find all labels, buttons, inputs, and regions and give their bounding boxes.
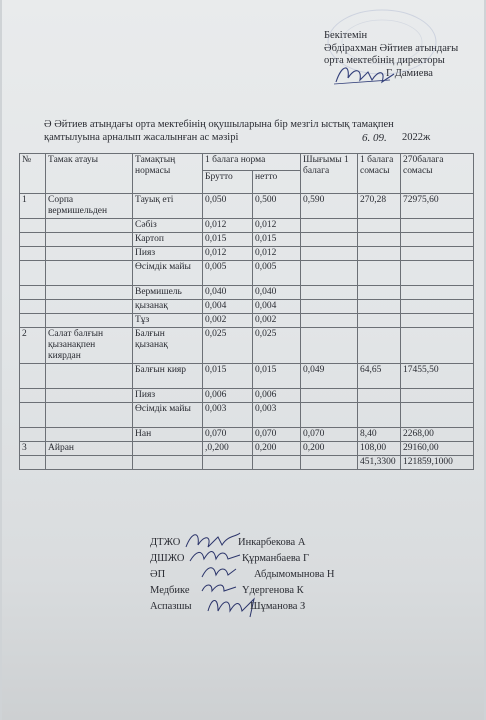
cell-netto: 0,070 <box>253 428 301 442</box>
cell-cost-270 <box>401 389 474 403</box>
cell-brutto: 0,040 <box>203 286 253 300</box>
signature-name: Инкарбекова А <box>238 537 306 548</box>
signature-row <box>150 599 410 615</box>
cell-num <box>20 389 46 403</box>
signature-row <box>150 567 410 583</box>
signature-role: ДТЖО <box>150 537 181 548</box>
cell-brutto: ,0,200 <box>203 442 253 456</box>
cell-num <box>20 247 46 261</box>
cell-cost-270: 17455,50 <box>401 364 474 389</box>
signature-name: Шұманова З <box>250 601 306 612</box>
signature-row <box>150 583 410 599</box>
table-row <box>20 194 474 219</box>
cell-brutto: 0,070 <box>203 428 253 442</box>
table-row <box>20 233 474 247</box>
table-row <box>20 219 474 233</box>
cell-dish <box>46 300 133 314</box>
header-cost-one: 1 балага сомасы <box>358 154 401 194</box>
table-row <box>20 442 474 456</box>
cell-yield <box>301 247 358 261</box>
cell-yield <box>301 403 358 428</box>
cell-yield <box>301 456 358 470</box>
cell-brutto: 0,006 <box>203 389 253 403</box>
director-name: Г Дамиева <box>386 67 433 79</box>
cell-netto: 0,002 <box>253 314 301 328</box>
table-row <box>20 364 474 389</box>
header-num: № <box>20 154 46 194</box>
cell-yield <box>301 233 358 247</box>
cell-cost-one <box>358 261 401 286</box>
cell-netto: 0,004 <box>253 300 301 314</box>
cell-brutto <box>203 456 253 470</box>
cell-cost-one: 108,00 <box>358 442 401 456</box>
cell-num: 1 <box>20 194 46 219</box>
cell-product: Нан <box>133 428 203 442</box>
title-line-2-row <box>44 131 464 145</box>
cell-brutto: 0,005 <box>203 261 253 286</box>
cell-product: Картоп <box>133 233 203 247</box>
cell-cost-one <box>358 219 401 233</box>
title-line-2: қамтылуына арналып жасалынған ас мәзірі <box>44 132 239 143</box>
cell-brutto: 0,002 <box>203 314 253 328</box>
cell-cost-one <box>358 314 401 328</box>
cell-cost-270 <box>401 314 474 328</box>
signature-role: ДШЖО <box>150 553 185 564</box>
cell-dish <box>46 389 133 403</box>
cell-dish <box>46 219 133 233</box>
cell-cost-270: 121859,1000 <box>401 456 474 470</box>
director-signature <box>332 60 402 90</box>
cell-cost-270 <box>401 403 474 428</box>
cell-cost-one <box>358 233 401 247</box>
cell-cost-one <box>358 328 401 364</box>
cell-dish: Айран <box>46 442 133 456</box>
cell-num: 2 <box>20 328 46 364</box>
cell-cost-270 <box>401 233 474 247</box>
cell-product <box>133 456 203 470</box>
cell-product: Балғын кияр <box>133 364 203 389</box>
cell-netto: 0,015 <box>253 233 301 247</box>
cell-product: Өсімдік майы <box>133 261 203 286</box>
cell-cost-270 <box>401 300 474 314</box>
cell-brutto: 0,012 <box>203 219 253 233</box>
cell-cost-one: 270,28 <box>358 194 401 219</box>
cell-num: 3 <box>20 442 46 456</box>
cell-product: Вермишель <box>133 286 203 300</box>
table-row <box>20 247 474 261</box>
cell-num <box>20 233 46 247</box>
header-norm: 1 балага норма <box>203 154 301 171</box>
cell-cost-270: 72975,60 <box>401 194 474 219</box>
cell-netto: 0,003 <box>253 403 301 428</box>
table-row <box>20 286 474 300</box>
cell-dish <box>46 247 133 261</box>
cell-product: Өсімдік майы <box>133 403 203 428</box>
cell-netto: 0,200 <box>253 442 301 456</box>
cell-netto: 0,025 <box>253 328 301 364</box>
cell-netto: 0,006 <box>253 389 301 403</box>
table-row <box>20 328 474 364</box>
cell-product: Тауық еті <box>133 194 203 219</box>
cell-product <box>133 442 203 456</box>
cell-cost-one <box>358 300 401 314</box>
cell-product: Тұз <box>133 314 203 328</box>
cell-num <box>20 219 46 233</box>
cell-netto: 0,012 <box>253 219 301 233</box>
cell-num <box>20 300 46 314</box>
cell-dish <box>46 261 133 286</box>
cell-num <box>20 314 46 328</box>
cell-brutto: 0,003 <box>203 403 253 428</box>
cell-yield: 0,070 <box>301 428 358 442</box>
cell-yield <box>301 328 358 364</box>
cell-dish <box>46 314 133 328</box>
cell-yield <box>301 314 358 328</box>
header-cost-270: 270балага сомасы <box>401 154 474 194</box>
cell-yield <box>301 286 358 300</box>
cell-num <box>20 286 46 300</box>
signature-role: Аспазшы <box>150 601 192 612</box>
menu-title <box>44 118 464 145</box>
header-yield: Шығымы 1 балага <box>301 154 358 194</box>
title-line-1: Ә Әйтиев атындағы орта мектебінің оқушыларына бір мезгіл ыстық тамақпен <box>44 119 394 130</box>
table-row <box>20 403 474 428</box>
cell-dish <box>46 286 133 300</box>
cell-brutto: 0,025 <box>203 328 253 364</box>
cell-brutto: 0,012 <box>203 247 253 261</box>
cell-product: Пияз <box>133 389 203 403</box>
table-row <box>20 300 474 314</box>
cell-num <box>20 456 46 470</box>
table-row <box>20 428 474 442</box>
cell-cost-one <box>358 389 401 403</box>
cell-cost-270 <box>401 219 474 233</box>
cell-product: қызанақ <box>133 300 203 314</box>
signature-role: ӘП <box>150 569 166 580</box>
cell-netto: 0,040 <box>253 286 301 300</box>
cell-num <box>20 403 46 428</box>
cell-brutto: 0,015 <box>203 364 253 389</box>
cell-num <box>20 364 46 389</box>
table-row <box>20 389 474 403</box>
cell-cost-270 <box>401 328 474 364</box>
cell-brutto: 0,050 <box>203 194 253 219</box>
menu-table <box>19 153 474 470</box>
cell-dish <box>46 364 133 389</box>
approval-line-1: Бекітемін <box>324 30 368 41</box>
cell-dish: Салат балғын қызанақпен киярдан <box>46 328 133 364</box>
header-netto: нетто <box>253 171 301 194</box>
signature-row <box>150 551 410 567</box>
cell-netto: 0,012 <box>253 247 301 261</box>
cell-dish <box>46 456 133 470</box>
cell-num <box>20 428 46 442</box>
cell-cost-one: 64,65 <box>358 364 401 389</box>
cell-netto: 0,015 <box>253 364 301 389</box>
header-brutto: Брутто <box>203 171 253 194</box>
cell-cost-one <box>358 403 401 428</box>
cell-yield: 0,200 <box>301 442 358 456</box>
header-product: Тамақтың нормасы <box>133 154 203 194</box>
cell-product: Балғын қызанақ <box>133 328 203 364</box>
cell-product: Пияз <box>133 247 203 261</box>
document-page <box>2 0 484 720</box>
cell-brutto: 0,015 <box>203 233 253 247</box>
cell-cost-270 <box>401 286 474 300</box>
signature-role: Медбике <box>150 585 190 596</box>
cell-dish <box>46 403 133 428</box>
cell-netto: 0,005 <box>253 261 301 286</box>
cell-yield: 0,590 <box>301 194 358 219</box>
signature-name: Үдергенова К <box>242 585 304 596</box>
cell-cost-one <box>358 247 401 261</box>
signature-name: Құрманбаева Г <box>242 553 310 564</box>
table-row <box>20 456 474 470</box>
handwritten-date: 6. 09. <box>362 132 387 144</box>
cell-cost-one: 451,3300 <box>358 456 401 470</box>
cell-cost-270: 29160,00 <box>401 442 474 456</box>
header-dish: Тамак атауы <box>46 154 133 194</box>
cell-dish <box>46 233 133 247</box>
cell-yield <box>301 389 358 403</box>
signature-name: Абдымомынова Н <box>254 569 335 580</box>
cell-yield <box>301 261 358 286</box>
cell-brutto: 0,004 <box>203 300 253 314</box>
table-row <box>20 261 474 286</box>
cell-yield: 0,049 <box>301 364 358 389</box>
cell-netto <box>253 456 301 470</box>
approval-line-3: орта мектебінің директоры <box>324 55 445 66</box>
cell-cost-one <box>358 286 401 300</box>
cell-cost-270 <box>401 261 474 286</box>
cell-yield <box>301 219 358 233</box>
cell-cost-one: 8,40 <box>358 428 401 442</box>
cell-product: Сәбіз <box>133 219 203 233</box>
cell-cost-270: 2268,00 <box>401 428 474 442</box>
cell-dish <box>46 428 133 442</box>
approval-line-2: Әбдірахман Әйтиев атындағы <box>324 42 459 54</box>
cell-num <box>20 261 46 286</box>
cell-netto: 0,500 <box>253 194 301 219</box>
cell-yield <box>301 300 358 314</box>
cell-dish: Сорпа вермишельден <box>46 194 133 219</box>
table-row <box>20 314 474 328</box>
title-year: 2022ж <box>402 132 431 143</box>
signature-block <box>150 535 410 615</box>
cell-cost-270 <box>401 247 474 261</box>
